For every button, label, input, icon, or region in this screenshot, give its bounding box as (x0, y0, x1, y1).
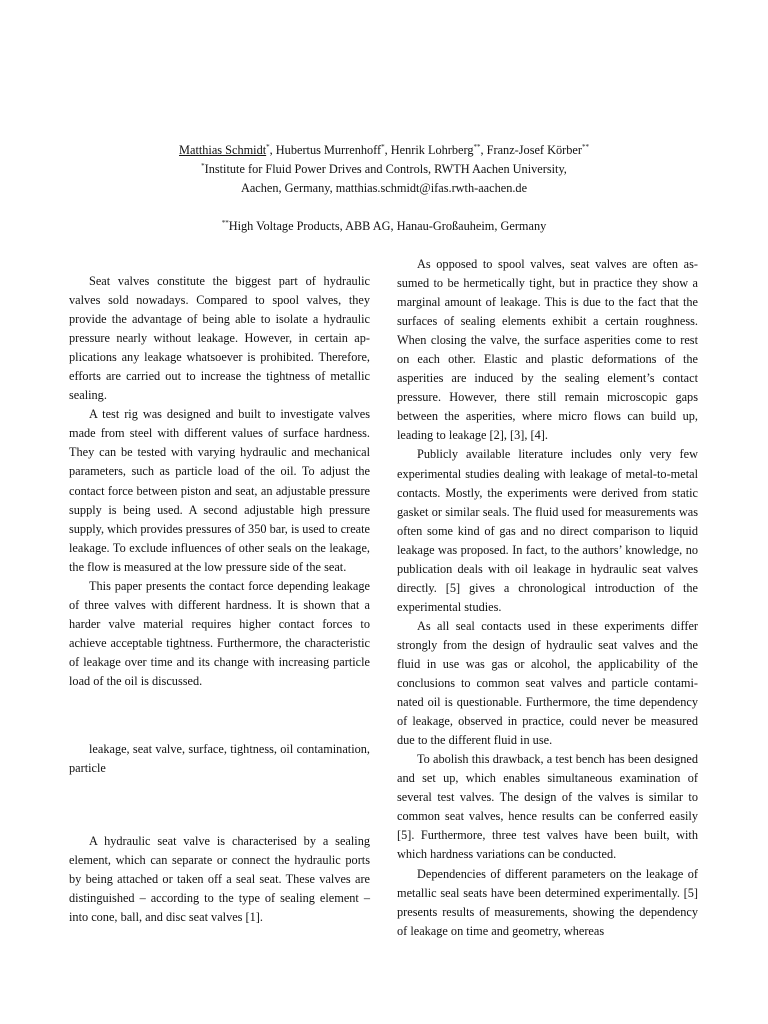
body-paragraph: Publicly available literature includes only very few experimental studies dealing with leakage of metal-to-metal contacts. Mostly, the experiments were derived from static gasket or similar seals. The fluid used for measurements was often some kind of gas and no direct comparison to liquid leakage was proposed. In fact, to the authors’ knowledge, no publication deals with oil leakage in hydraulic seat valves directly. [5] gives a chronological introduction of the experimental studies. (397, 447, 698, 614)
affiliation-1-line-1 (0, 160, 768, 179)
body-paragraph: Dependencies of different parameters on the leakage of metallic seal seats have been determined experimentally. [5] presents results of measurements, showing the dependency of leakage on time and geometry, whereas (397, 866, 698, 938)
introduction-paragraph: A hydraulic seat valve is characterised by a sealing element, which can separate or connect the hydraulic ports by being attached or taken off a seal seat. These valves are distinguished – according to the type of sealing element – into cone, ball, and disc seat valves [1]. (69, 834, 370, 925)
affiliation-mark: * (201, 161, 205, 170)
keywords-text: leakage, seat valve, surface, tightness, oil contamination, particle (69, 742, 370, 776)
affiliation-text: High Voltage Products, ABB AG, Hanau-Großauheim, Germany (228, 219, 547, 233)
affiliation-mark: ** (221, 218, 229, 227)
affiliation-text: Institute for Fluid Power Drives and Controls, RWTH Aachen University, (204, 162, 567, 176)
affiliation-mark: ** (473, 142, 481, 151)
author-name: , Henrik Lohrberg (384, 143, 474, 157)
abstract (69, 272, 370, 691)
abstract-paragraph: Seat valves constitute the biggest part of hydraulic valves sold nowadays. Compared to spool valves, they provide the advantage of being able to isolate a hydraulic pressure nearly without leakage. However, in certain applications any leakage whatsoever is prohibited. Therefore, efforts are carried out to increase the tightness of metallic sealing. (69, 274, 370, 403)
body-paragraph: To abolish this drawback, a test bench has been designed and set up, which enables simultaneous examination of several test valves. The design of the valves is similar to common seat valves, hence results can be conferred easily [5]. Furthermore, three test valves have been built, with which hardness variations can be conducted. (397, 752, 698, 862)
author-name: , Hubertus Murrenhoff (269, 143, 382, 157)
right-column (397, 255, 698, 941)
affiliation-1-line-2: Aachen, Germany, matthias.schmidt@ifas.rwth-aachen.de (240, 181, 528, 195)
keywords-section (69, 740, 370, 778)
abstract-paragraph: A test rig was designed and built to investigate valves made from steel with different values of surface hardness. They can be tested with varying hydraulic and mechanical parameters, such as particle load of the oil. To adjust the contact force between piston and seat, an adjustable pressure supply is being used. A second adjustable high pressure supply, which provides pressures of 350 bar, is used to create leakage. To exclude influences of other seals on the leakage, the flow is measured at the low pressure side of the seat. (69, 407, 370, 574)
affiliation-mark: * (381, 142, 385, 151)
author-name: , Franz-Josef Körber (480, 143, 582, 157)
body-paragraph: As all seal contacts used in these experiments differ strongly from the design of hydraulic seat valves and the fluid in use was gas or alcohol, the applicability of the conclusions to common seat valves and particle contaminated oil is questionable. Furthermore, the time dependency of leakage, observed in practice, could never be measured due to the different fluid in use. (397, 618, 698, 748)
author-name: Matthias Schmidt (179, 143, 267, 157)
affiliation-mark: ** (581, 142, 589, 151)
affiliation-mark: * (266, 142, 270, 151)
introduction (69, 832, 370, 927)
author-line (0, 141, 768, 160)
affiliation-2 (0, 217, 768, 236)
abstract-paragraph: This paper presents the contact force depending leakage of three valves with different hardness. It is shown that a harder valve material requires higher contact forces to achieve acceptable tightness. Furthermore, the characteristic of leakage over time and its change with increasing particle load of the oil is discussed. (69, 578, 370, 688)
body-paragraph: As opposed to spool valves, seat valves are often assumed to be hermetically tight, but in practice they show a marginal amount of leakage. This is due to the fact that the surfaces of sealing elements exhibit a certain roughness. When closing the valve, the surface asperities come to rest on each other. Elastic and plastic deformations of the asperities are induced by the sealing element’s contact pressure. However, there still remain microscopic gaps between the asperities, where micro flows can build up, leading to leakage [2], [3], [4]. (397, 257, 698, 443)
